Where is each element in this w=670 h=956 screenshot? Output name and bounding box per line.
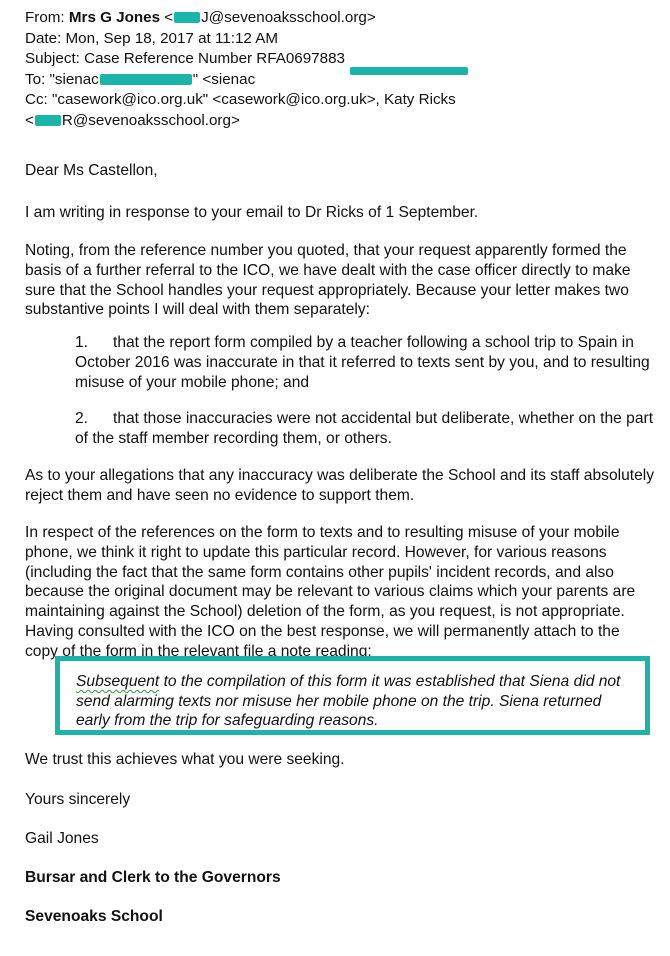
to-prefix: To: "sienac: [25, 70, 99, 88]
redaction-mark: [100, 74, 192, 85]
cc-line: Cc: "casework@ico.org.uk" <casework@ico.org.uk>, Katy Ricks: [25, 91, 456, 108]
note-rest: to the compilation of this form it was established that Siena did not send alarming texts nor misuse her mobile phone on the trip. Siena returned early from the trip for safeguarding reasons.: [76, 673, 621, 730]
closing: Yours sincerely: [25, 791, 131, 808]
organization-name: Sevenoaks School: [25, 908, 163, 925]
redaction-mark: [350, 67, 468, 75]
to-mid: " <sienac: [192, 70, 256, 88]
cc-email-open: <: [25, 111, 34, 129]
paragraph-1: I am writing in response to your email to Dr Ricks of 1 September.: [25, 204, 479, 221]
list-text: that those inaccuracies were not accidental but deliberate, whether on the part of the staff member recording them, or others.: [75, 410, 654, 447]
list-text: that the report form compiled by a teacher following a school trip to Spain in October 2016 was inaccurate in that it referred to texts sent by you, and to resulting misuse of your mobile phone; and: [75, 334, 650, 391]
from-email: J@sevenoaksschool.org>: [201, 9, 376, 26]
list-item-2: [75, 409, 655, 449]
list-number: 1.: [75, 334, 89, 351]
signer-name: Gail Jones: [25, 830, 99, 847]
from-line: [25, 8, 456, 29]
date-line: Date: Mon, Sep 18, 2017 at 11:12 AM: [25, 29, 279, 47]
signer-title: Bursar and Clerk to the Governors: [25, 869, 281, 886]
paragraph-3: As to your allegations that any inaccuracy was deliberate the School and its staff absolutely reject them and have seen no evidence to support them.: [25, 467, 655, 504]
redaction-mark: [174, 12, 200, 23]
note-text: [76, 672, 636, 731]
cc-line-2: [25, 111, 456, 132]
note-first-word: Subsequent: [76, 673, 160, 690]
paragraph-5: We trust this achieves what you were seeking.: [25, 751, 345, 768]
list-item-1: [75, 333, 655, 392]
from-label: From:: [25, 9, 65, 26]
salutation: Dear Ms Castellon,: [25, 162, 158, 179]
cc-email: R@sevenoaksschool.org>: [61, 111, 240, 129]
from-email-open: <: [164, 9, 174, 26]
list-number: 2.: [75, 410, 89, 427]
redaction-mark: [35, 115, 61, 126]
paragraph-2: Noting, from the reference number you quoted, that your request apparently formed the basis of a further referral to the ICO, we have dealt with the case officer directly to make sure that the School handles your request appropriately. Because your letter makes two substantive points I will deal with them separately:: [25, 242, 631, 319]
paragraph-4: In respect of the references on the form to texts and to resulting misuse of your mobile phone, we think it right to update this particular record. However, for various reasons (including the fact that the same form contains other pupils' incident records, and also because the original document may be relevant to various claims which your parents are maintaining against the School) deletion of the form, as you request, is not appropriate. Having consulted with the ICO on the best response, we will permanently attach to the copy of the form in the relevant file a note reading:: [25, 524, 636, 660]
subject-line: Subject: Case Reference Number RFA0697883: [25, 50, 345, 67]
from-name: Mrs G Jones: [68, 9, 161, 26]
